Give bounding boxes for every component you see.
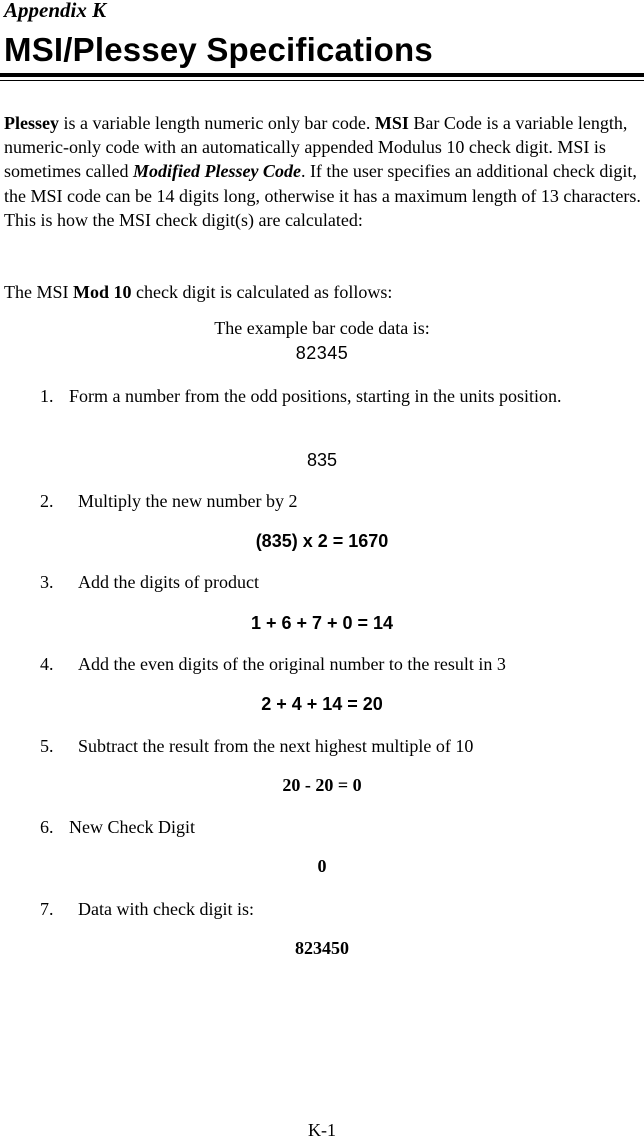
step-text: Form a number from the odd positions, starting in the units position. (69, 386, 562, 406)
step-text: Data with check digit is: (78, 899, 254, 919)
step-number: 7. (40, 899, 54, 919)
mod10-intro (4, 280, 640, 304)
step-3 (40, 570, 259, 594)
step-5-result: 20 - 20 = 0 (282, 775, 362, 795)
step-7-result: 823450 (295, 938, 349, 958)
example-data: 82345 (295, 343, 349, 363)
step-1-result: 835 (306, 450, 338, 470)
modified-plessey-term: Modified Plessey Code (132, 161, 301, 182)
step-text: New Check Digit (69, 817, 195, 837)
step-4 (40, 652, 506, 676)
step-number: 5. (40, 736, 54, 756)
page-title: MSI/Plessey Specifications (4, 31, 433, 68)
mod10-prefix: The MSI (4, 282, 73, 302)
step-text: Add the even digits of the original number to the result in 3 (78, 654, 506, 674)
msi-term: MSI (374, 113, 409, 133)
mod10-suffix: check digit is calculated as follows: (131, 282, 393, 302)
step-3-result: 1 + 6 + 7 + 0 = 14 (250, 613, 394, 633)
msi-text: Bar Code is a variable length, numeric-only code with an automatically appended Modulus 10 check digit. MSI is sometimes called (4, 113, 628, 182)
step-6 (40, 815, 195, 839)
step-7 (40, 897, 254, 921)
step-text: Multiply the new number by 2 (78, 491, 298, 511)
step-number: 2. (40, 491, 54, 511)
plessey-term: Plessey (4, 113, 59, 133)
intro-rest: . If the user specifies an additional check digit, the MSI code can be 14 digits long, otherwise it has a maximum length of 13 characters. This is how the MSI check digit(s) are calculated: (4, 161, 641, 230)
title-rule-thin (0, 80, 644, 81)
step-text: Add the digits of product (78, 572, 259, 592)
appendix-label: Appendix K (4, 0, 107, 22)
title-rule-thick (0, 73, 644, 77)
step-4-result: 2 + 4 + 14 = 20 (261, 694, 383, 714)
step-6-result: 0 (317, 856, 327, 876)
step-number: 4. (40, 654, 54, 674)
step-number: 3. (40, 572, 54, 592)
step-number: 1. (40, 386, 54, 406)
step-number: 6. (40, 817, 54, 837)
step-1 (40, 384, 562, 408)
plessey-text: is a variable length numeric only bar code. (58, 113, 375, 133)
mod10-term: Mod 10 (73, 282, 132, 302)
step-2 (40, 489, 298, 513)
page-number: K-1 (308, 1120, 336, 1140)
example-label: The example bar code data is: (214, 318, 430, 338)
step-2-result: (835) x 2 = 1670 (255, 531, 389, 551)
step-5 (40, 734, 474, 758)
step-text: Subtract the result from the next highest multiple of 10 (78, 736, 474, 756)
intro-paragraph (4, 111, 642, 232)
